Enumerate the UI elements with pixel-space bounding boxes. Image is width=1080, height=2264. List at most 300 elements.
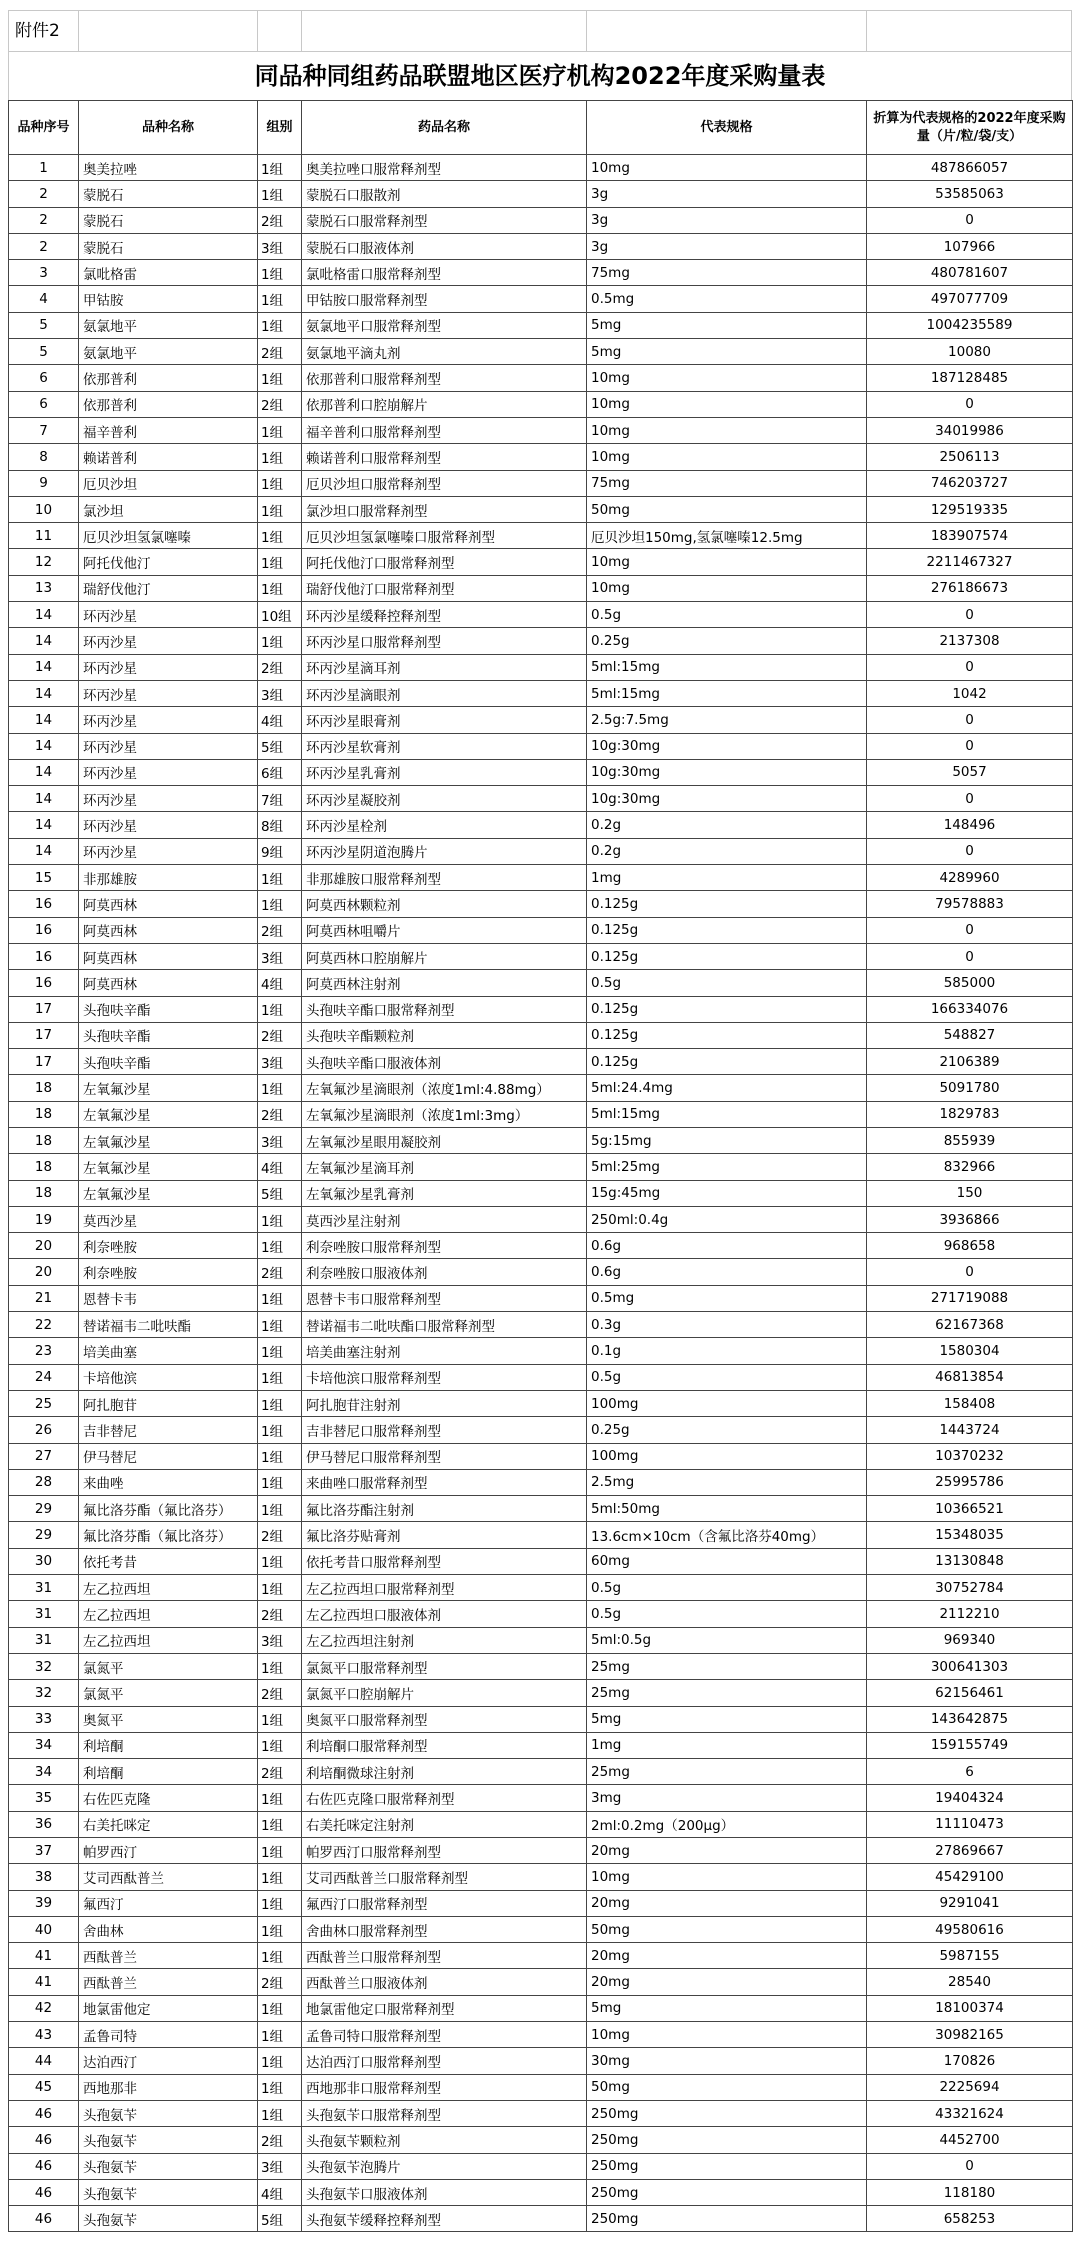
volume-cell[interactable]: 28540 bbox=[867, 1969, 1073, 1995]
group-cell[interactable]: 1组 bbox=[258, 1785, 302, 1811]
drug-name-cell[interactable]: 头孢氨苄缓释控释剂型 bbox=[302, 2206, 587, 2232]
volume-cell[interactable]: 4452700 bbox=[867, 2127, 1073, 2153]
drug-name-cell[interactable]: 环丙沙星滴耳剂 bbox=[302, 654, 587, 680]
drug-name-cell[interactable]: 右美托咪定注射剂 bbox=[302, 1811, 587, 1837]
spec-cell[interactable]: 250mg bbox=[587, 2179, 867, 2205]
group-cell[interactable]: 1组 bbox=[258, 181, 302, 207]
drug-name-cell[interactable]: 环丙沙星眼膏剂 bbox=[302, 707, 587, 733]
variety-number-cell[interactable]: 44 bbox=[9, 2048, 79, 2074]
volume-cell[interactable]: 0 bbox=[867, 602, 1073, 628]
spec-cell[interactable]: 5mg bbox=[587, 1706, 867, 1732]
spec-cell[interactable]: 0.5g bbox=[587, 970, 867, 996]
spec-cell[interactable]: 5ml:24.4mg bbox=[587, 1075, 867, 1101]
volume-cell[interactable]: 30982165 bbox=[867, 2022, 1073, 2048]
drug-name-cell[interactable]: 孟鲁司特口服常释剂型 bbox=[302, 2022, 587, 2048]
variety-name-cell[interactable]: 莫西沙星 bbox=[79, 1206, 258, 1232]
drug-name-cell[interactable]: 环丙沙星口服常释剂型 bbox=[302, 628, 587, 654]
volume-cell[interactable]: 276186673 bbox=[867, 575, 1073, 601]
drug-name-cell[interactable]: 头孢呋辛酯颗粒剂 bbox=[302, 1022, 587, 1048]
variety-name-cell[interactable]: 环丙沙星 bbox=[79, 654, 258, 680]
volume-cell[interactable]: 53585063 bbox=[867, 181, 1073, 207]
variety-name-cell[interactable]: 头孢呋辛酯 bbox=[79, 1022, 258, 1048]
variety-number-cell[interactable]: 3 bbox=[9, 260, 79, 286]
volume-cell[interactable]: 187128485 bbox=[867, 365, 1073, 391]
spec-cell[interactable]: 10mg bbox=[587, 549, 867, 575]
variety-number-cell[interactable]: 12 bbox=[9, 549, 79, 575]
drug-name-cell[interactable]: 替诺福韦二吡呋酯口服常释剂型 bbox=[302, 1312, 587, 1338]
group-cell[interactable]: 1组 bbox=[258, 1312, 302, 1338]
volume-cell[interactable]: 0 bbox=[867, 2153, 1073, 2179]
group-cell[interactable]: 1组 bbox=[258, 575, 302, 601]
variety-number-cell[interactable]: 34 bbox=[9, 1732, 79, 1758]
spec-cell[interactable]: 75mg bbox=[587, 470, 867, 496]
drug-name-cell[interactable]: 利奈唑胺口服常释剂型 bbox=[302, 1233, 587, 1259]
drug-name-cell[interactable]: 奥美拉唑口服常释剂型 bbox=[302, 155, 587, 181]
group-cell[interactable]: 1组 bbox=[258, 1338, 302, 1364]
variety-name-cell[interactable]: 阿扎胞苷 bbox=[79, 1390, 258, 1416]
volume-cell[interactable]: 5987155 bbox=[867, 1943, 1073, 1969]
variety-number-cell[interactable]: 38 bbox=[9, 1864, 79, 1890]
variety-name-cell[interactable]: 右佐匹克隆 bbox=[79, 1785, 258, 1811]
volume-cell[interactable]: 166334076 bbox=[867, 996, 1073, 1022]
spec-cell[interactable]: 50mg bbox=[587, 496, 867, 522]
group-cell[interactable]: 3组 bbox=[258, 233, 302, 259]
volume-cell[interactable]: 4289960 bbox=[867, 865, 1073, 891]
variety-name-cell[interactable]: 头孢呋辛酯 bbox=[79, 1049, 258, 1075]
volume-cell[interactable]: 658253 bbox=[867, 2206, 1073, 2232]
volume-cell[interactable]: 2137308 bbox=[867, 628, 1073, 654]
spec-cell[interactable]: 0.5mg bbox=[587, 286, 867, 312]
group-cell[interactable]: 4组 bbox=[258, 2179, 302, 2205]
drug-name-cell[interactable]: 舍曲林口服常释剂型 bbox=[302, 1916, 587, 1942]
variety-name-cell[interactable]: 蒙脱石 bbox=[79, 207, 258, 233]
drug-name-cell[interactable]: 阿莫西林咀嚼片 bbox=[302, 917, 587, 943]
volume-cell[interactable]: 10370232 bbox=[867, 1443, 1073, 1469]
variety-number-cell[interactable]: 34 bbox=[9, 1759, 79, 1785]
volume-cell[interactable]: 855939 bbox=[867, 1127, 1073, 1153]
variety-name-cell[interactable]: 恩替卡韦 bbox=[79, 1285, 258, 1311]
spec-cell[interactable]: 15g:45mg bbox=[587, 1180, 867, 1206]
spec-cell[interactable]: 10mg bbox=[587, 1864, 867, 1890]
variety-name-cell[interactable]: 环丙沙星 bbox=[79, 707, 258, 733]
variety-number-cell[interactable]: 18 bbox=[9, 1075, 79, 1101]
volume-cell[interactable]: 150 bbox=[867, 1180, 1073, 1206]
variety-name-cell[interactable]: 左氧氟沙星 bbox=[79, 1127, 258, 1153]
volume-cell[interactable]: 0 bbox=[867, 733, 1073, 759]
volume-cell[interactable]: 46813854 bbox=[867, 1364, 1073, 1390]
volume-cell[interactable]: 107966 bbox=[867, 233, 1073, 259]
variety-number-cell[interactable]: 1 bbox=[9, 155, 79, 181]
group-cell[interactable]: 1组 bbox=[258, 523, 302, 549]
variety-name-cell[interactable]: 左氧氟沙星 bbox=[79, 1154, 258, 1180]
drug-name-cell[interactable]: 左氧氟沙星滴眼剂（浓度1ml:4.88mg） bbox=[302, 1075, 587, 1101]
variety-number-cell[interactable]: 31 bbox=[9, 1575, 79, 1601]
drug-name-cell[interactable]: 卡培他滨口服常释剂型 bbox=[302, 1364, 587, 1390]
group-cell[interactable]: 1组 bbox=[258, 444, 302, 470]
variety-number-cell[interactable]: 20 bbox=[9, 1259, 79, 1285]
group-cell[interactable]: 1组 bbox=[258, 365, 302, 391]
spec-cell[interactable]: 5ml:15mg bbox=[587, 1101, 867, 1127]
group-cell[interactable]: 2组 bbox=[258, 1259, 302, 1285]
group-cell[interactable]: 1组 bbox=[258, 1233, 302, 1259]
variety-name-cell[interactable]: 氯吡格雷 bbox=[79, 260, 258, 286]
variety-number-cell[interactable]: 7 bbox=[9, 417, 79, 443]
variety-name-cell[interactable]: 来曲唑 bbox=[79, 1469, 258, 1495]
drug-name-cell[interactable]: 利奈唑胺口服液体剂 bbox=[302, 1259, 587, 1285]
variety-name-cell[interactable]: 环丙沙星 bbox=[79, 602, 258, 628]
spec-cell[interactable]: 0.5g bbox=[587, 1364, 867, 1390]
group-cell[interactable]: 4组 bbox=[258, 707, 302, 733]
spec-cell[interactable]: 250mg bbox=[587, 2206, 867, 2232]
volume-cell[interactable]: 548827 bbox=[867, 1022, 1073, 1048]
volume-cell[interactable]: 1580304 bbox=[867, 1338, 1073, 1364]
variety-number-cell[interactable]: 14 bbox=[9, 707, 79, 733]
group-cell[interactable]: 1组 bbox=[258, 549, 302, 575]
variety-name-cell[interactable]: 奥氮平 bbox=[79, 1706, 258, 1732]
variety-number-cell[interactable]: 18 bbox=[9, 1127, 79, 1153]
variety-name-cell[interactable]: 左氧氟沙星 bbox=[79, 1075, 258, 1101]
drug-name-cell[interactable]: 环丙沙星凝胶剂 bbox=[302, 786, 587, 812]
variety-number-cell[interactable]: 14 bbox=[9, 786, 79, 812]
drug-name-cell[interactable]: 蒙脱石口服常释剂型 bbox=[302, 207, 587, 233]
volume-cell[interactable]: 746203727 bbox=[867, 470, 1073, 496]
drug-name-cell[interactable]: 氯氮平口腔崩解片 bbox=[302, 1680, 587, 1706]
volume-cell[interactable]: 9291041 bbox=[867, 1890, 1073, 1916]
group-cell[interactable]: 1组 bbox=[258, 1075, 302, 1101]
volume-cell[interactable]: 3936866 bbox=[867, 1206, 1073, 1232]
variety-name-cell[interactable]: 环丙沙星 bbox=[79, 759, 258, 785]
drug-name-cell[interactable]: 地氯雷他定口服常释剂型 bbox=[302, 1995, 587, 2021]
spec-cell[interactable]: 0.125g bbox=[587, 917, 867, 943]
variety-number-cell[interactable]: 17 bbox=[9, 996, 79, 1022]
variety-number-cell[interactable]: 43 bbox=[9, 2022, 79, 2048]
spec-cell[interactable]: 10mg bbox=[587, 155, 867, 181]
group-cell[interactable]: 1组 bbox=[258, 628, 302, 654]
variety-number-cell[interactable]: 6 bbox=[9, 391, 79, 417]
group-cell[interactable]: 2组 bbox=[258, 339, 302, 365]
volume-cell[interactable]: 0 bbox=[867, 391, 1073, 417]
variety-name-cell[interactable]: 依那普利 bbox=[79, 391, 258, 417]
variety-name-cell[interactable]: 奥美拉唑 bbox=[79, 155, 258, 181]
variety-name-cell[interactable]: 艾司西酞普兰 bbox=[79, 1864, 258, 1890]
volume-cell[interactable]: 79578883 bbox=[867, 891, 1073, 917]
variety-number-cell[interactable]: 35 bbox=[9, 1785, 79, 1811]
variety-name-cell[interactable]: 舍曲林 bbox=[79, 1916, 258, 1942]
variety-number-cell[interactable]: 16 bbox=[9, 917, 79, 943]
variety-number-cell[interactable]: 32 bbox=[9, 1653, 79, 1679]
variety-name-cell[interactable]: 氟比洛芬酯（氟比洛芬） bbox=[79, 1496, 258, 1522]
group-cell[interactable]: 2组 bbox=[258, 1522, 302, 1548]
spec-cell[interactable]: 10mg bbox=[587, 575, 867, 601]
group-cell[interactable]: 6组 bbox=[258, 759, 302, 785]
spec-cell[interactable]: 厄贝沙坦150mg,氢氯噻嗪12.5mg bbox=[587, 523, 867, 549]
variety-number-cell[interactable]: 21 bbox=[9, 1285, 79, 1311]
volume-cell[interactable]: 19404324 bbox=[867, 1785, 1073, 1811]
spec-cell[interactable]: 50mg bbox=[587, 2074, 867, 2100]
drug-name-cell[interactable]: 头孢氨苄口服常释剂型 bbox=[302, 2100, 587, 2126]
drug-name-cell[interactable]: 吉非替尼口服常释剂型 bbox=[302, 1417, 587, 1443]
drug-name-cell[interactable]: 氟比洛芬贴膏剂 bbox=[302, 1522, 587, 1548]
drug-name-cell[interactable]: 阿莫西林口腔崩解片 bbox=[302, 943, 587, 969]
drug-name-cell[interactable]: 厄贝沙坦口服常释剂型 bbox=[302, 470, 587, 496]
spec-cell[interactable]: 10mg bbox=[587, 365, 867, 391]
spec-cell[interactable]: 100mg bbox=[587, 1443, 867, 1469]
variety-name-cell[interactable]: 环丙沙星 bbox=[79, 628, 258, 654]
volume-cell[interactable]: 968658 bbox=[867, 1233, 1073, 1259]
group-cell[interactable]: 2组 bbox=[258, 1759, 302, 1785]
group-cell[interactable]: 7组 bbox=[258, 786, 302, 812]
volume-cell[interactable]: 832966 bbox=[867, 1154, 1073, 1180]
group-cell[interactable]: 4组 bbox=[258, 970, 302, 996]
group-cell[interactable]: 2组 bbox=[258, 654, 302, 680]
variety-number-cell[interactable]: 42 bbox=[9, 1995, 79, 2021]
drug-name-cell[interactable]: 头孢氨苄口服液体剂 bbox=[302, 2179, 587, 2205]
variety-number-cell[interactable]: 18 bbox=[9, 1154, 79, 1180]
group-cell[interactable]: 3组 bbox=[258, 943, 302, 969]
variety-name-cell[interactable]: 卡培他滨 bbox=[79, 1364, 258, 1390]
group-cell[interactable]: 1组 bbox=[258, 260, 302, 286]
drug-name-cell[interactable]: 环丙沙星乳膏剂 bbox=[302, 759, 587, 785]
variety-name-cell[interactable]: 环丙沙星 bbox=[79, 812, 258, 838]
volume-cell[interactable]: 1443724 bbox=[867, 1417, 1073, 1443]
spec-cell[interactable]: 25mg bbox=[587, 1680, 867, 1706]
drug-name-cell[interactable]: 西酞普兰口服常释剂型 bbox=[302, 1943, 587, 1969]
group-cell[interactable]: 2组 bbox=[258, 1969, 302, 1995]
group-cell[interactable]: 1组 bbox=[258, 470, 302, 496]
variety-name-cell[interactable]: 环丙沙星 bbox=[79, 733, 258, 759]
drug-name-cell[interactable]: 恩替卡韦口服常释剂型 bbox=[302, 1285, 587, 1311]
variety-name-cell[interactable]: 环丙沙星 bbox=[79, 786, 258, 812]
group-cell[interactable]: 1组 bbox=[258, 865, 302, 891]
group-cell[interactable]: 2组 bbox=[258, 917, 302, 943]
header-purchase-volume[interactable]: 折算为代表规格的2022年度采购量（片/粒/袋/支） bbox=[867, 101, 1073, 155]
variety-number-cell[interactable]: 14 bbox=[9, 838, 79, 864]
variety-name-cell[interactable]: 利培酮 bbox=[79, 1732, 258, 1758]
drug-name-cell[interactable]: 阿托伐他汀口服常释剂型 bbox=[302, 549, 587, 575]
spec-cell[interactable]: 5mg bbox=[587, 1995, 867, 2021]
volume-cell[interactable]: 148496 bbox=[867, 812, 1073, 838]
group-cell[interactable]: 1组 bbox=[258, 1916, 302, 1942]
volume-cell[interactable]: 300641303 bbox=[867, 1653, 1073, 1679]
spec-cell[interactable]: 0.5g bbox=[587, 602, 867, 628]
spec-cell[interactable]: 5ml:15mg bbox=[587, 654, 867, 680]
page-title[interactable]: 同品种同组药品联盟地区医疗机构2022年度采购量表 bbox=[8, 52, 1072, 100]
volume-cell[interactable]: 170826 bbox=[867, 2048, 1073, 2074]
variety-number-cell[interactable]: 14 bbox=[9, 680, 79, 706]
group-cell[interactable]: 1组 bbox=[258, 2048, 302, 2074]
group-cell[interactable]: 1组 bbox=[258, 312, 302, 338]
drug-name-cell[interactable]: 福辛普利口服常释剂型 bbox=[302, 417, 587, 443]
volume-cell[interactable]: 969340 bbox=[867, 1627, 1073, 1653]
variety-number-cell[interactable]: 27 bbox=[9, 1443, 79, 1469]
variety-number-cell[interactable]: 4 bbox=[9, 286, 79, 312]
drug-name-cell[interactable]: 氯沙坦口服常释剂型 bbox=[302, 496, 587, 522]
volume-cell[interactable]: 0 bbox=[867, 786, 1073, 812]
variety-name-cell[interactable]: 利培酮 bbox=[79, 1759, 258, 1785]
group-cell[interactable]: 2组 bbox=[258, 1601, 302, 1627]
variety-name-cell[interactable]: 甲钴胺 bbox=[79, 286, 258, 312]
variety-name-cell[interactable]: 地氯雷他定 bbox=[79, 1995, 258, 2021]
volume-cell[interactable]: 5057 bbox=[867, 759, 1073, 785]
group-cell[interactable]: 2组 bbox=[258, 1022, 302, 1048]
spec-cell[interactable]: 25mg bbox=[587, 1759, 867, 1785]
drug-name-cell[interactable]: 阿莫西林颗粒剂 bbox=[302, 891, 587, 917]
variety-number-cell[interactable]: 11 bbox=[9, 523, 79, 549]
spec-cell[interactable]: 3g bbox=[587, 181, 867, 207]
group-cell[interactable]: 2组 bbox=[258, 2127, 302, 2153]
variety-name-cell[interactable]: 厄贝沙坦 bbox=[79, 470, 258, 496]
group-cell[interactable]: 1组 bbox=[258, 1732, 302, 1758]
drug-name-cell[interactable]: 甲钴胺口服常释剂型 bbox=[302, 286, 587, 312]
variety-number-cell[interactable]: 31 bbox=[9, 1627, 79, 1653]
variety-name-cell[interactable]: 帕罗西汀 bbox=[79, 1838, 258, 1864]
volume-cell[interactable]: 30752784 bbox=[867, 1575, 1073, 1601]
variety-name-cell[interactable]: 西地那非 bbox=[79, 2074, 258, 2100]
drug-name-cell[interactable]: 氨氯地平滴丸剂 bbox=[302, 339, 587, 365]
volume-cell[interactable]: 34019986 bbox=[867, 417, 1073, 443]
group-cell[interactable]: 2组 bbox=[258, 391, 302, 417]
volume-cell[interactable]: 2112210 bbox=[867, 1601, 1073, 1627]
variety-number-cell[interactable]: 6 bbox=[9, 365, 79, 391]
group-cell[interactable]: 2组 bbox=[258, 1680, 302, 1706]
spec-cell[interactable]: 2.5g:7.5mg bbox=[587, 707, 867, 733]
empty-cell[interactable] bbox=[867, 11, 1072, 51]
group-cell[interactable]: 1组 bbox=[258, 1469, 302, 1495]
variety-name-cell[interactable]: 蒙脱石 bbox=[79, 233, 258, 259]
group-cell[interactable]: 1组 bbox=[258, 1443, 302, 1469]
volume-cell[interactable]: 45429100 bbox=[867, 1864, 1073, 1890]
variety-number-cell[interactable]: 8 bbox=[9, 444, 79, 470]
spec-cell[interactable]: 10mg bbox=[587, 444, 867, 470]
volume-cell[interactable]: 62167368 bbox=[867, 1312, 1073, 1338]
spec-cell[interactable]: 10g:30mg bbox=[587, 733, 867, 759]
spec-cell[interactable]: 5mg bbox=[587, 339, 867, 365]
drug-name-cell[interactable]: 依那普利口腔崩解片 bbox=[302, 391, 587, 417]
drug-name-cell[interactable]: 左乙拉西坦口服液体剂 bbox=[302, 1601, 587, 1627]
variety-name-cell[interactable]: 氟西汀 bbox=[79, 1890, 258, 1916]
variety-number-cell[interactable]: 16 bbox=[9, 943, 79, 969]
variety-number-cell[interactable]: 10 bbox=[9, 496, 79, 522]
spec-cell[interactable]: 30mg bbox=[587, 2048, 867, 2074]
spec-cell[interactable]: 250mg bbox=[587, 2153, 867, 2179]
variety-number-cell[interactable]: 18 bbox=[9, 1180, 79, 1206]
drug-name-cell[interactable]: 左氧氟沙星滴耳剂 bbox=[302, 1154, 587, 1180]
variety-number-cell[interactable]: 17 bbox=[9, 1022, 79, 1048]
volume-cell[interactable]: 2225694 bbox=[867, 2074, 1073, 2100]
variety-name-cell[interactable]: 西酞普兰 bbox=[79, 1943, 258, 1969]
drug-name-cell[interactable]: 利培酮微球注射剂 bbox=[302, 1759, 587, 1785]
volume-cell[interactable]: 1042 bbox=[867, 680, 1073, 706]
variety-number-cell[interactable]: 18 bbox=[9, 1101, 79, 1127]
spec-cell[interactable]: 20mg bbox=[587, 1838, 867, 1864]
drug-name-cell[interactable]: 艾司西酞普兰口服常释剂型 bbox=[302, 1864, 587, 1890]
spec-cell[interactable]: 0.125g bbox=[587, 891, 867, 917]
variety-name-cell[interactable]: 西酞普兰 bbox=[79, 1969, 258, 1995]
volume-cell[interactable]: 15348035 bbox=[867, 1522, 1073, 1548]
spec-cell[interactable]: 5ml:15mg bbox=[587, 680, 867, 706]
group-cell[interactable]: 9组 bbox=[258, 838, 302, 864]
variety-name-cell[interactable]: 环丙沙星 bbox=[79, 838, 258, 864]
volume-cell[interactable]: 0 bbox=[867, 943, 1073, 969]
variety-number-cell[interactable]: 20 bbox=[9, 1233, 79, 1259]
group-cell[interactable]: 1组 bbox=[258, 1496, 302, 1522]
empty-cell[interactable] bbox=[258, 11, 302, 51]
variety-name-cell[interactable]: 蒙脱石 bbox=[79, 181, 258, 207]
variety-number-cell[interactable]: 17 bbox=[9, 1049, 79, 1075]
volume-cell[interactable]: 0 bbox=[867, 1259, 1073, 1285]
group-cell[interactable]: 4组 bbox=[258, 1154, 302, 1180]
drug-name-cell[interactable]: 非那雄胺口服常释剂型 bbox=[302, 865, 587, 891]
spec-cell[interactable]: 75mg bbox=[587, 260, 867, 286]
group-cell[interactable]: 8组 bbox=[258, 812, 302, 838]
volume-cell[interactable]: 129519335 bbox=[867, 496, 1073, 522]
drug-name-cell[interactable]: 西地那非口服常释剂型 bbox=[302, 2074, 587, 2100]
variety-number-cell[interactable]: 14 bbox=[9, 812, 79, 838]
variety-number-cell[interactable]: 13 bbox=[9, 575, 79, 601]
volume-cell[interactable]: 2106389 bbox=[867, 1049, 1073, 1075]
variety-number-cell[interactable]: 16 bbox=[9, 891, 79, 917]
group-cell[interactable]: 1组 bbox=[258, 1390, 302, 1416]
variety-number-cell[interactable]: 46 bbox=[9, 2100, 79, 2126]
variety-name-cell[interactable]: 头孢氨苄 bbox=[79, 2127, 258, 2153]
spec-cell[interactable]: 10mg bbox=[587, 2022, 867, 2048]
drug-name-cell[interactable]: 阿莫西林注射剂 bbox=[302, 970, 587, 996]
drug-name-cell[interactable]: 莫西沙星注射剂 bbox=[302, 1206, 587, 1232]
variety-name-cell[interactable]: 非那雄胺 bbox=[79, 865, 258, 891]
spec-cell[interactable]: 3g bbox=[587, 207, 867, 233]
spec-cell[interactable]: 0.1g bbox=[587, 1338, 867, 1364]
drug-name-cell[interactable]: 右佐匹克隆口服常释剂型 bbox=[302, 1785, 587, 1811]
variety-name-cell[interactable]: 左乙拉西坦 bbox=[79, 1601, 258, 1627]
variety-number-cell[interactable]: 41 bbox=[9, 1969, 79, 1995]
spec-cell[interactable]: 0.3g bbox=[587, 1312, 867, 1338]
group-cell[interactable]: 1组 bbox=[258, 1417, 302, 1443]
group-cell[interactable]: 10组 bbox=[258, 602, 302, 628]
variety-number-cell[interactable]: 36 bbox=[9, 1811, 79, 1837]
volume-cell[interactable]: 49580616 bbox=[867, 1916, 1073, 1942]
spec-cell[interactable]: 60mg bbox=[587, 1548, 867, 1574]
spec-cell[interactable]: 25mg bbox=[587, 1653, 867, 1679]
drug-name-cell[interactable]: 头孢呋辛酯口服液体剂 bbox=[302, 1049, 587, 1075]
volume-cell[interactable]: 2211467327 bbox=[867, 549, 1073, 575]
spec-cell[interactable]: 1mg bbox=[587, 1732, 867, 1758]
group-cell[interactable]: 1组 bbox=[258, 1206, 302, 1232]
group-cell[interactable]: 2组 bbox=[258, 207, 302, 233]
group-cell[interactable]: 1组 bbox=[258, 1864, 302, 1890]
variety-name-cell[interactable]: 吉非替尼 bbox=[79, 1417, 258, 1443]
variety-number-cell[interactable]: 46 bbox=[9, 2206, 79, 2232]
variety-number-cell[interactable]: 28 bbox=[9, 1469, 79, 1495]
drug-name-cell[interactable]: 氯吡格雷口服常释剂型 bbox=[302, 260, 587, 286]
variety-number-cell[interactable]: 37 bbox=[9, 1838, 79, 1864]
spec-cell[interactable]: 1mg bbox=[587, 865, 867, 891]
spec-cell[interactable]: 0.2g bbox=[587, 838, 867, 864]
drug-name-cell[interactable]: 奥氮平口服常释剂型 bbox=[302, 1706, 587, 1732]
volume-cell[interactable]: 183907574 bbox=[867, 523, 1073, 549]
group-cell[interactable]: 3组 bbox=[258, 2153, 302, 2179]
spec-cell[interactable]: 0.5mg bbox=[587, 1285, 867, 1311]
variety-name-cell[interactable]: 右美托咪定 bbox=[79, 1811, 258, 1837]
drug-name-cell[interactable]: 帕罗西汀口服常释剂型 bbox=[302, 1838, 587, 1864]
spec-cell[interactable]: 250ml:0.4g bbox=[587, 1206, 867, 1232]
volume-cell[interactable]: 0 bbox=[867, 654, 1073, 680]
spec-cell[interactable]: 0.5g bbox=[587, 1601, 867, 1627]
drug-name-cell[interactable]: 瑞舒伐他汀口服常释剂型 bbox=[302, 575, 587, 601]
drug-name-cell[interactable]: 左氧氟沙星眼用凝胶剂 bbox=[302, 1127, 587, 1153]
variety-number-cell[interactable]: 46 bbox=[9, 2127, 79, 2153]
volume-cell[interactable]: 6 bbox=[867, 1759, 1073, 1785]
drug-name-cell[interactable]: 头孢氨苄泡腾片 bbox=[302, 2153, 587, 2179]
